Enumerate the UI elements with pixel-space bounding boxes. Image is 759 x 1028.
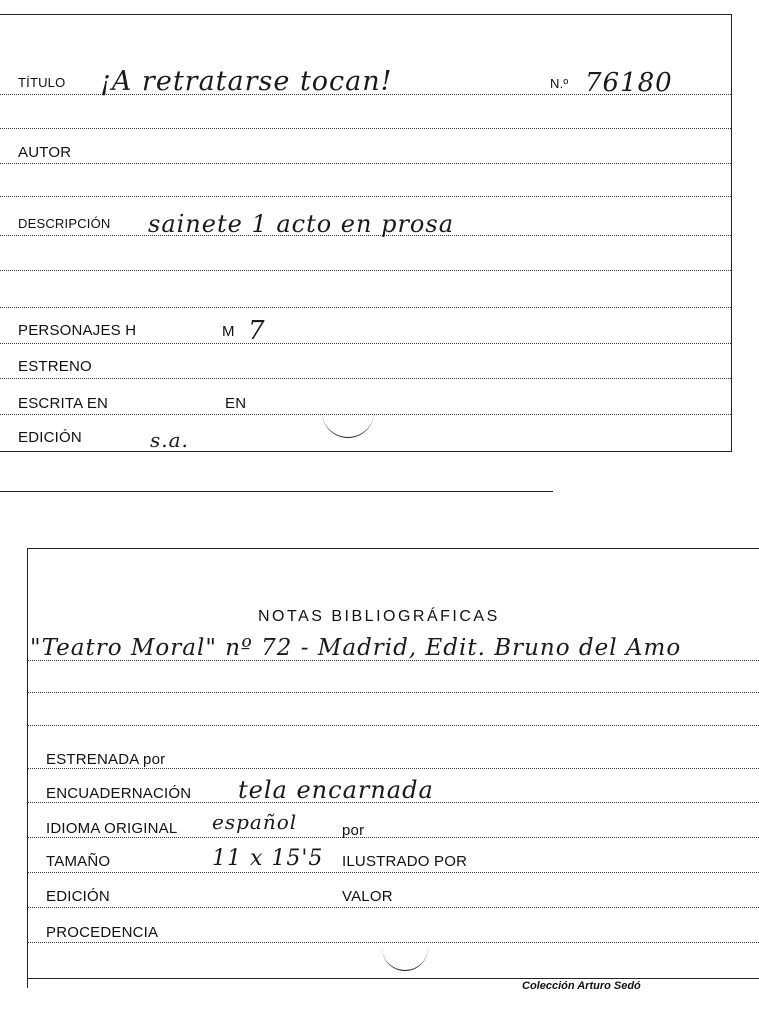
card-top-border bbox=[0, 14, 731, 15]
collection-footer: Colección Arturo Sedó bbox=[522, 980, 641, 992]
punch-mark bbox=[382, 940, 428, 971]
edicion-value: s.a. bbox=[150, 428, 189, 452]
catalog-card-top bbox=[0, 0, 759, 500]
autor-label: AUTOR bbox=[18, 144, 72, 161]
numero-label: N.º bbox=[550, 76, 569, 91]
notas-value: "Teatro Moral" nº 72 - Madrid, Edit. Bruno del Amo bbox=[30, 635, 682, 661]
tamano-value: 11 x 15'5 bbox=[212, 846, 324, 871]
encuadernacion-value: tela encarnada bbox=[238, 776, 434, 804]
estreno-label: ESTRENO bbox=[18, 358, 92, 375]
blank-line bbox=[0, 270, 731, 271]
estrenada-line bbox=[28, 768, 759, 769]
personajes-label: PERSONAJES H bbox=[18, 322, 137, 339]
estrenada-label: ESTRENADA por bbox=[46, 751, 166, 768]
encuadernacion-line bbox=[28, 802, 759, 803]
estreno-line bbox=[0, 378, 731, 379]
m-label: M bbox=[222, 323, 235, 340]
descripcion-line bbox=[0, 235, 731, 236]
tamano-line bbox=[28, 872, 759, 873]
autor-line bbox=[0, 163, 731, 164]
en-label: EN bbox=[225, 395, 247, 412]
procedencia-label: PROCEDENCIA bbox=[46, 924, 159, 941]
blank-line bbox=[0, 196, 731, 197]
blank-line bbox=[28, 692, 759, 693]
titulo-line bbox=[0, 94, 731, 95]
por-label: por bbox=[342, 822, 365, 839]
titulo-value: ¡A retratarse tocan! bbox=[100, 66, 393, 97]
personajes-line bbox=[0, 343, 731, 344]
blank-line bbox=[0, 128, 731, 129]
descripcion-label: DESCRIPCIÓN bbox=[18, 216, 111, 231]
notas-heading: NOTAS BIBLIOGRÁFICAS bbox=[258, 608, 500, 625]
m-value: 7 bbox=[248, 316, 266, 346]
tamano-label: TAMAÑO bbox=[46, 853, 111, 870]
edicion-line-2 bbox=[28, 907, 759, 908]
card-separator bbox=[0, 491, 553, 492]
idioma-line bbox=[28, 837, 759, 838]
idioma-value: español bbox=[212, 810, 298, 834]
edicion-label-2: EDICIÓN bbox=[46, 888, 110, 905]
card-top-bottom-border bbox=[0, 451, 731, 452]
card-bottom-top-border bbox=[28, 548, 759, 549]
punch-mark bbox=[322, 405, 374, 438]
ilustrado-label: ILUSTRADO POR bbox=[342, 853, 468, 870]
card-bottom-bottom-border bbox=[28, 978, 759, 979]
titulo-label: TÍTULO bbox=[18, 75, 66, 90]
encuadernacion-label: ENCUADERNACIÓN bbox=[46, 785, 192, 802]
notas-line bbox=[28, 660, 759, 661]
numero-value: 76180 bbox=[585, 68, 673, 98]
card-right-border bbox=[731, 14, 732, 452]
blank-line bbox=[28, 725, 759, 726]
idioma-label: IDIOMA ORIGINAL bbox=[46, 820, 178, 837]
catalog-card-bottom bbox=[0, 540, 759, 1028]
valor-label: VALOR bbox=[342, 888, 393, 905]
descripcion-value: sainete 1 acto en prosa bbox=[148, 210, 455, 238]
blank-line bbox=[0, 307, 731, 308]
escrita-label: ESCRITA EN bbox=[18, 395, 109, 412]
edicion-label: EDICIÓN bbox=[18, 429, 82, 446]
